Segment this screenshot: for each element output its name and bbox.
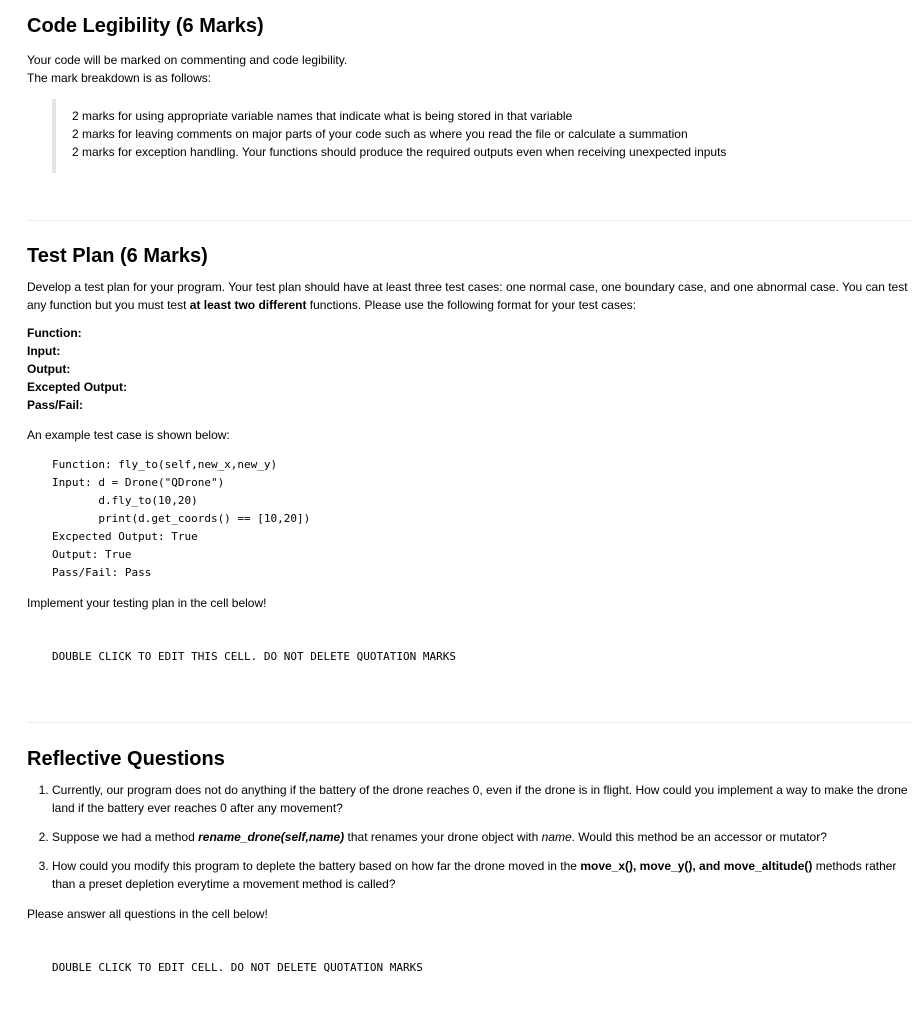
- code-line: Output: True: [52, 548, 132, 561]
- implement-instruction: Implement your testing plan in the cell below!: [27, 596, 267, 610]
- format-field: Excepted Output:: [27, 380, 128, 394]
- example-intro: An example test case is shown below:: [27, 428, 230, 442]
- question-list: [27, 781, 912, 893]
- legibility-intro-line1: Your code will be marked on commenting and code legibility.: [27, 53, 348, 67]
- code-line: Input: d = Drone("QDrone"): [52, 476, 225, 489]
- code-line: d.fly_to(10,20): [52, 494, 198, 507]
- test-plan-section: [27, 244, 912, 666]
- reflective-questions-section: [27, 747, 912, 977]
- test-plan-description: Develop a test plan for your program. Your test plan should have at least three test cases: one normal case, one boundary case, and one abnormal case. You can test any function but you must test at least two different functions. Please use the following format for your test cases:: [27, 280, 908, 312]
- editable-answer-cell[interactable]: DOUBLE CLICK TO EDIT CELL. DO NOT DELETE QUOTATION MARKS: [52, 961, 423, 974]
- test-case-format: [27, 324, 912, 414]
- question-item: 3. How could you modify this program to deplete the battery based on how far the drone moved in the move_x(), move_y(), and move_altitude() methods rather than a preset depletion everytime a movement method is called?: [52, 857, 912, 893]
- cell-separator: [27, 220, 912, 221]
- code-legibility-heading: Code Legibility (6 Marks): [27, 15, 264, 37]
- test-plan-heading: Test Plan (6 Marks): [27, 245, 208, 267]
- answer-instruction: Please answer all questions in the cell below!: [27, 907, 268, 921]
- mark-item: 2 marks for leaving comments on major parts of your code such as where you read the file or calculate a summation: [72, 127, 688, 141]
- emphasis-text: at least two different: [189, 298, 307, 312]
- format-field: Input:: [27, 344, 61, 358]
- question-item: 1. Currently, our program does not do anything if the battery of the drone reaches 0, even if the drone is in flight. How could you implement a way to make the drone land if the battery ever reaches 0 after any movement?: [52, 781, 912, 817]
- code-line: Excpected Output: True: [52, 530, 198, 543]
- format-field: Function:: [27, 326, 82, 340]
- format-field: Output:: [27, 362, 71, 376]
- editable-answer-cell[interactable]: DOUBLE CLICK TO EDIT THIS CELL. DO NOT DELETE QUOTATION MARKS: [52, 650, 456, 663]
- code-line: Function: fly_to(self,new_x,new_y): [52, 458, 278, 471]
- cell-separator: [27, 722, 912, 723]
- code-line: Pass/Fail: Pass: [52, 566, 152, 579]
- code-legibility-section: [27, 14, 912, 173]
- reflective-heading: Reflective Questions: [27, 748, 225, 770]
- question-item: 2. Suppose we had a method rename_drone(self,name) that renames your drone object with name. Would this method be an accessor or mutator?: [52, 828, 912, 846]
- legibility-intro-line2: The mark breakdown is as follows:: [27, 71, 212, 85]
- method-name: rename_drone(self,name): [198, 830, 345, 844]
- mark-breakdown-quote: [52, 99, 912, 173]
- mark-item: 2 marks for using appropriate variable names that indicate what is being stored in that variable: [72, 109, 573, 123]
- param-name: name: [541, 830, 572, 844]
- code-line: print(d.get_coords() == [10,20]): [52, 512, 311, 525]
- mark-item: 2 marks for exception handling. Your functions should produce the required outputs even when receiving unexpected inputs: [72, 145, 727, 159]
- format-field: Pass/Fail:: [27, 398, 84, 412]
- example-code-block: [52, 456, 912, 582]
- method-list: move_x(), move_y(), and move_altitude(): [580, 859, 813, 873]
